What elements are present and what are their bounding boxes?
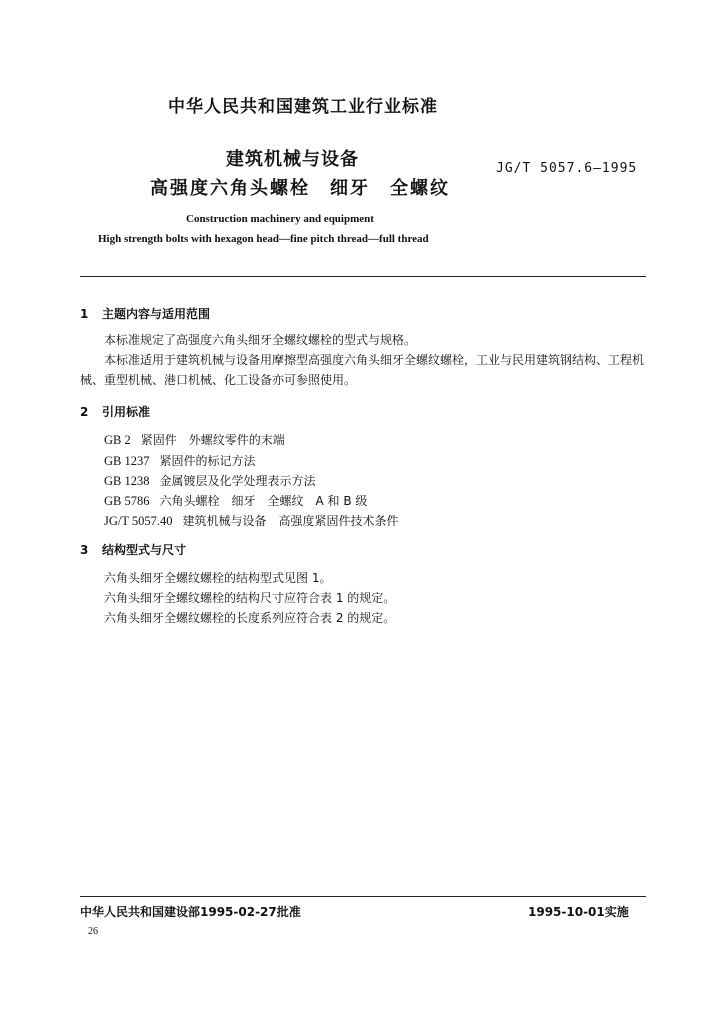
reference-code: GB 2 <box>104 433 131 447</box>
section-1-para2: 本标准适用于建筑机械与设备用摩擦型高强度六角头细牙全螺纹螺栓，工业与民用建筑钢结构、工程机械、重型机械、港口机械、化工设备亦可参照使用。 <box>80 353 645 387</box>
section-title: 结构型式与尺寸 <box>102 543 187 557</box>
section-3-line: 六角头细牙全螺纹螺栓的结构尺寸应符合表 1 的规定。 <box>104 591 396 605</box>
reference-item <box>104 431 285 448</box>
title-cn-line2: 高强度六角头螺栓 细牙 全螺纹 <box>150 178 450 199</box>
title-cn-line1: 建筑机械与设备 <box>226 149 359 170</box>
section-1-para1: 本标准规定了高强度六角头细牙全螺纹螺栓的型式与规格。 <box>104 333 417 347</box>
reference-code: GB 5786 <box>104 494 150 508</box>
gov-standard-header: 中华人民共和国建筑工业行业标准 <box>168 97 438 117</box>
header-divider <box>80 276 646 277</box>
section-title: 引用标准 <box>102 405 151 419</box>
section-number: 3 <box>80 543 89 557</box>
reference-name: 建筑机械与设备 高强度紧固件技术条件 <box>182 514 399 528</box>
section-2-heading <box>80 403 150 420</box>
standard-number: JG/T 5057.6—1995 <box>496 161 638 176</box>
section-1-heading <box>80 305 210 322</box>
reference-item <box>104 492 367 509</box>
reference-name: 金属镀层及化学处理表示方法 <box>159 474 316 488</box>
reference-item <box>104 512 399 529</box>
section-3-heading <box>80 541 186 558</box>
title-en-line2: High strength bolts with hexagon head—fine pitch thread—full thread <box>98 233 429 245</box>
implementation-date: 1995-10-01实施 <box>528 905 629 919</box>
section-title: 主题内容与适用范围 <box>102 307 211 321</box>
reference-name: 六角头螺栓 细牙 全螺纹 A 和 B 级 <box>159 494 368 508</box>
approval-note: 中华人民共和国建设部1995-02-27批准 <box>80 905 301 919</box>
footer-divider <box>80 896 646 897</box>
reference-code: GB 1237 <box>104 454 150 468</box>
section-3-line: 六角头细牙全螺纹螺栓的长度系列应符合表 2 的规定。 <box>104 611 396 625</box>
reference-item <box>104 452 256 469</box>
reference-code: GB 1238 <box>104 474 150 488</box>
reference-name: 紧固件的标记方法 <box>159 454 256 468</box>
section-number: 1 <box>80 307 89 321</box>
section-3-line: 六角头细牙全螺纹螺栓的结构型式见图 1。 <box>104 571 332 585</box>
page-number: 26 <box>88 926 98 937</box>
title-en-line1: Construction machinery and equipment <box>186 213 374 225</box>
reference-code: JG/T 5057.40 <box>104 514 173 528</box>
reference-name: 紧固件 外螺纹零件的末端 <box>140 433 285 447</box>
section-number: 2 <box>80 405 89 419</box>
reference-item <box>104 472 316 489</box>
